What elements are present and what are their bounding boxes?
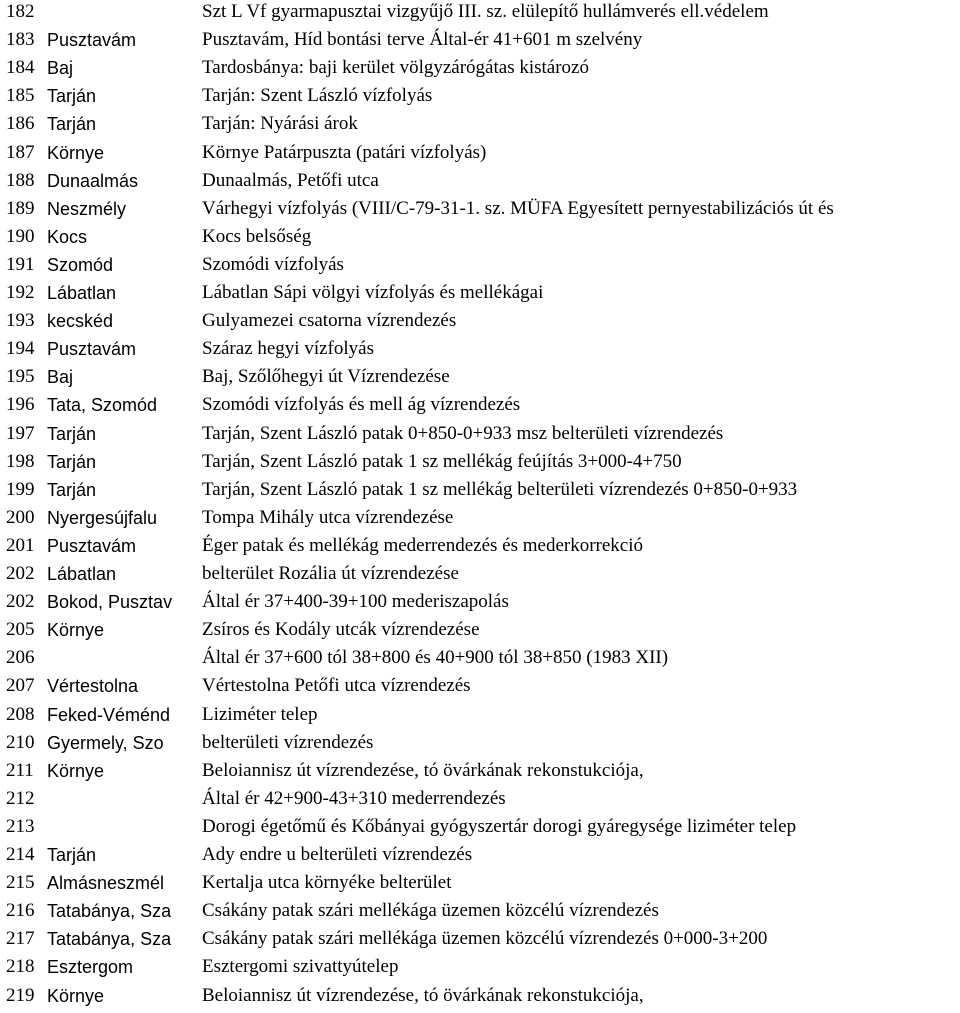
project-description: Kocs belsőség bbox=[202, 225, 312, 247]
project-description: Beloiannisz út vízrendezése, tó övárkának rekonstukciója, bbox=[202, 984, 644, 1006]
row-number: 218 bbox=[6, 956, 35, 978]
project-description: Lábatlan Sápi völgyi vízfolyás és mellékágai bbox=[202, 282, 544, 303]
table-row bbox=[0, 391, 960, 419]
row-number: 184 bbox=[6, 57, 35, 79]
row-number: 193 bbox=[6, 310, 35, 332]
table-row bbox=[0, 448, 960, 476]
row-number: 210 bbox=[6, 731, 35, 753]
table-row bbox=[0, 897, 960, 925]
row-number: 190 bbox=[6, 225, 35, 247]
project-description: Dunaalmás, Petőfi utca bbox=[202, 169, 379, 191]
table-row bbox=[0, 223, 960, 251]
project-description: Által ér 42+900-43+310 mederrendezés bbox=[202, 787, 506, 809]
table-row bbox=[0, 335, 960, 363]
table-row bbox=[0, 279, 960, 307]
row-number: 199 bbox=[6, 478, 35, 500]
table-row bbox=[0, 504, 960, 532]
place-name: Tata, Szomód bbox=[47, 395, 158, 416]
place-name bbox=[47, 785, 197, 813]
table-row bbox=[0, 841, 960, 869]
table-row bbox=[0, 701, 960, 729]
place-name: Feked-Véménd bbox=[47, 704, 171, 725]
row-number: 186 bbox=[6, 113, 35, 135]
table-row bbox=[0, 785, 960, 813]
project-description: Tarján, Szent László patak 1 sz mellékág feújítás 3+000-4+750 bbox=[202, 450, 682, 472]
project-description: Tarján, Szent László patak 0+850-0+933 msz belterületi vízrendezés bbox=[202, 422, 724, 444]
place-name: Környe bbox=[47, 142, 105, 163]
place-name: Neszmély bbox=[47, 198, 127, 219]
table-row bbox=[0, 729, 960, 757]
table-row bbox=[0, 307, 960, 335]
row-number: 187 bbox=[6, 141, 35, 163]
row-number: 196 bbox=[6, 394, 35, 416]
table-row bbox=[0, 588, 960, 616]
project-description: Csákány patak szári mellékága üzemen közcélú vízrendezés 0+000-3+200 bbox=[202, 928, 768, 950]
place-name: kecskéd bbox=[47, 311, 114, 332]
place-name: Tarján bbox=[47, 86, 97, 107]
row-number: 216 bbox=[6, 900, 35, 922]
table-row bbox=[0, 167, 960, 195]
row-number: 195 bbox=[6, 366, 35, 388]
place-name: Lábatlan bbox=[47, 283, 117, 303]
project-description: Száraz hegyi vízfolyás bbox=[202, 338, 374, 360]
table-row bbox=[0, 560, 960, 588]
place-name: Bokod, Pusztav bbox=[47, 592, 173, 613]
project-description: Pusztavám, Híd bontási terve Által-ér 41+601 m szelvény bbox=[202, 29, 643, 51]
row-number: 205 bbox=[6, 619, 35, 641]
table-row bbox=[0, 26, 960, 54]
row-number: 201 bbox=[6, 534, 35, 556]
row-number: 200 bbox=[6, 506, 35, 528]
place-name: Dunaalmás bbox=[47, 170, 139, 191]
row-number: 202 bbox=[6, 563, 35, 584]
row-number: 213 bbox=[6, 815, 35, 837]
place-name: Tarján bbox=[47, 451, 97, 472]
project-description: Szomódi vízfolyás bbox=[202, 253, 344, 275]
project-description: Tarján: Szent László vízfolyás bbox=[202, 85, 433, 107]
project-description: Szt L Vf gyarmapusztai vizgyűjő III. sz. elülepítő hullámverés ell.védelem bbox=[202, 1, 769, 22]
row-number: 194 bbox=[6, 338, 35, 360]
table-row bbox=[0, 54, 960, 82]
project-description: belterületi vízrendezés bbox=[202, 731, 374, 753]
table-row bbox=[0, 813, 960, 841]
row-number: 192 bbox=[6, 282, 35, 303]
table-row bbox=[0, 757, 960, 785]
project-description: Tardosbánya: baji kerület völgyzárógátas kistározó bbox=[202, 57, 589, 79]
table-row bbox=[0, 869, 960, 897]
project-description: Tarján, Szent László patak 1 sz mellékág belterületi vízrendezés 0+850-0+933 bbox=[202, 478, 798, 500]
project-description: Baj, Szőlőhegyi út Vízrendezése bbox=[202, 366, 450, 388]
table-row bbox=[0, 953, 960, 981]
project-description: Kertalja utca környéke belterület bbox=[202, 872, 452, 894]
row-number: 219 bbox=[6, 984, 35, 1006]
table-row bbox=[0, 982, 960, 1010]
row-number: 206 bbox=[6, 647, 35, 669]
table-row bbox=[0, 644, 960, 672]
project-description: Szomódi vízfolyás és mell ág vízrendezés bbox=[202, 394, 521, 416]
project-description: Éger patak és mellékág mederrendezés és mederkorrekció bbox=[202, 534, 643, 556]
project-description: Által ér 37+600 tól 38+800 és 40+900 tól 38+850 (1983 XII) bbox=[202, 647, 669, 669]
table-row bbox=[0, 110, 960, 138]
table-row bbox=[0, 82, 960, 110]
place-name: Gyermely, Szo bbox=[47, 732, 164, 753]
row-number: 185 bbox=[6, 85, 35, 107]
row-number: 211 bbox=[6, 759, 34, 781]
place-name bbox=[47, 0, 197, 26]
row-number: 217 bbox=[6, 928, 35, 950]
row-number: 197 bbox=[6, 422, 35, 444]
place-name: Esztergom bbox=[47, 957, 134, 978]
row-number: 198 bbox=[6, 450, 35, 472]
row-number: 207 bbox=[6, 675, 35, 697]
project-description: Környe Patárpuszta (patári vízfolyás) bbox=[202, 141, 487, 163]
row-number: 183 bbox=[6, 29, 35, 51]
place-name bbox=[47, 644, 197, 672]
place-name: Tarján bbox=[47, 845, 97, 865]
place-name: Pusztavám bbox=[47, 30, 137, 51]
row-number: 214 bbox=[6, 844, 35, 865]
place-name: Tarján bbox=[47, 423, 97, 444]
table-row bbox=[0, 139, 960, 167]
table-row bbox=[0, 251, 960, 279]
place-name: Pusztavám bbox=[47, 535, 137, 556]
project-description: Tompa Mihály utca vízrendezése bbox=[202, 506, 454, 528]
project-description: Liziméter telep bbox=[202, 703, 318, 725]
row-number: 215 bbox=[6, 872, 35, 894]
place-name: Baj bbox=[47, 367, 74, 388]
row-number: 189 bbox=[6, 197, 35, 219]
project-description: Zsíros és Kodály utcák vízrendezése bbox=[202, 619, 480, 641]
project-description: Ady endre u belterületi vízrendezés bbox=[202, 844, 473, 865]
row-number: 202 bbox=[6, 591, 35, 613]
place-name: Környe bbox=[47, 760, 105, 781]
place-name: Lábatlan bbox=[47, 564, 117, 584]
place-name: Vértestolna bbox=[47, 676, 139, 697]
place-name: Baj bbox=[47, 58, 74, 79]
table-row bbox=[0, 532, 960, 560]
row-number: 182 bbox=[6, 1, 35, 22]
place-name: Tarján bbox=[47, 114, 97, 135]
table-row bbox=[0, 195, 960, 223]
row-number: 212 bbox=[6, 787, 35, 809]
project-description: belterület Rozália út vízrendezése bbox=[202, 563, 459, 584]
place-name: Tatabánya, Sza bbox=[47, 901, 172, 922]
project-description: Gulyamezei csatorna vízrendezés bbox=[202, 310, 457, 332]
row-number: 188 bbox=[6, 169, 35, 191]
table-row bbox=[0, 363, 960, 391]
table-row bbox=[0, 476, 960, 504]
project-description: Csákány patak szári mellékága üzemen közcélú vízrendezés bbox=[202, 900, 659, 922]
row-number: 208 bbox=[6, 703, 35, 725]
project-description: Várhegyi vízfolyás (VIII/C-79-31-1. sz. MÜFA Egyesített pernyestabilizációs út és bbox=[202, 197, 834, 219]
place-name: Pusztavám bbox=[47, 339, 137, 360]
place-name: Kocs bbox=[47, 226, 88, 247]
table-row bbox=[0, 0, 960, 26]
place-name: Tarján bbox=[47, 479, 97, 500]
place-name: Almásneszmél bbox=[47, 873, 165, 894]
row-number: 191 bbox=[6, 253, 35, 275]
table-row bbox=[0, 672, 960, 700]
project-description: Dorogi égetőmű és Kőbányai gyógyszertár dorogi gyáregysége liziméter telep bbox=[202, 815, 797, 837]
project-description: Által ér 37+400-39+100 mederiszapolás bbox=[202, 591, 509, 613]
place-name: Környe bbox=[47, 985, 105, 1006]
project-description: Beloiannisz út vízrendezése, tó övárkának rekonstukciója, bbox=[202, 759, 644, 781]
place-name: Nyergesújfalu bbox=[47, 507, 158, 528]
project-description: Esztergomi szivattyútelep bbox=[202, 956, 399, 978]
project-description: Tarján: Nyárási árok bbox=[202, 113, 358, 135]
table-row bbox=[0, 925, 960, 953]
place-name bbox=[47, 813, 197, 841]
project-description: Vértestolna Petőfi utca vízrendezés bbox=[202, 675, 471, 697]
place-name: Környe bbox=[47, 620, 105, 641]
place-name: Tatabánya, Sza bbox=[47, 929, 172, 950]
place-name: Szomód bbox=[47, 254, 114, 275]
table-row bbox=[0, 616, 960, 644]
table-row bbox=[0, 420, 960, 448]
